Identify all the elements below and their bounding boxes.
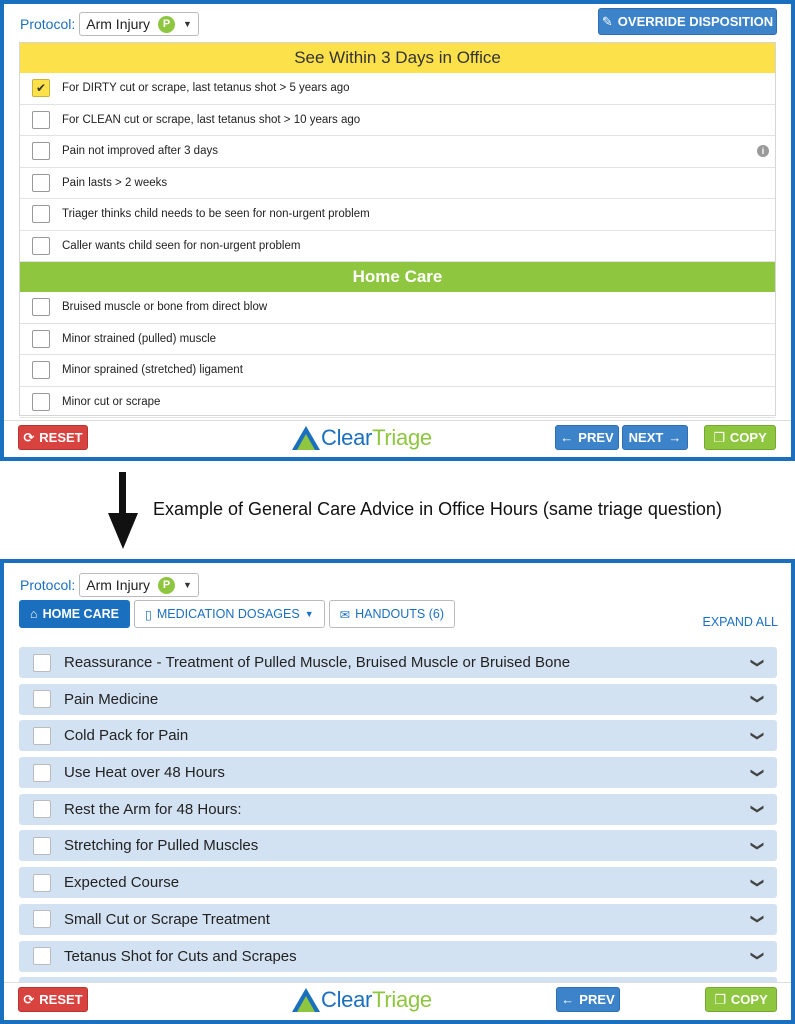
disposition-row[interactable] xyxy=(20,105,775,137)
arrow-right-icon: → xyxy=(668,430,682,445)
checkbox[interactable] xyxy=(32,205,50,223)
checkbox[interactable] xyxy=(33,764,51,782)
checkbox[interactable] xyxy=(32,330,50,348)
checkbox[interactable] xyxy=(33,690,51,708)
medicine-bottle-icon: ▯ xyxy=(144,607,152,622)
caption-text: Example of General Care Advice in Office Hours (same triage question) xyxy=(153,499,722,519)
home-icon: ⌂ xyxy=(30,607,38,621)
care-advice-item[interactable] xyxy=(19,867,777,898)
arrow-left-icon: ← xyxy=(560,430,574,445)
expand-all-link[interactable]: EXPAND ALL xyxy=(702,615,778,629)
disposition-row[interactable] xyxy=(20,355,775,387)
footer-divider xyxy=(4,420,791,421)
care-advice-item[interactable] xyxy=(19,904,777,935)
care-advice-label: Expected Course xyxy=(64,874,180,892)
disposition-row[interactable] xyxy=(20,73,775,105)
checkbox[interactable] xyxy=(33,727,51,745)
refresh-icon: ⟳ xyxy=(23,429,35,445)
refresh-icon: ⟳ xyxy=(23,991,35,1007)
disposition-label: Minor sprained (stretched) ligament xyxy=(62,364,243,377)
care-advice-item[interactable] xyxy=(19,647,777,678)
disposition-label: Minor cut or scrape xyxy=(62,395,161,408)
chevron-down-icon[interactable]: ❯ xyxy=(750,803,766,815)
arrow-down-icon xyxy=(119,472,126,516)
disposition-row[interactable] xyxy=(20,231,775,263)
reset-button[interactable]: ⟳ RESET xyxy=(18,425,88,450)
chevron-down-icon[interactable]: ❯ xyxy=(750,877,766,889)
disposition-row[interactable] xyxy=(20,387,775,419)
protocol-value: Arm Injury xyxy=(86,577,151,593)
checkbox[interactable] xyxy=(32,142,50,160)
protocol-select[interactable] xyxy=(79,12,199,36)
care-advice-label: Use Heat over 48 Hours xyxy=(64,764,225,782)
protocol-badge: P xyxy=(158,577,175,594)
care-advice-panel xyxy=(0,559,795,1024)
checkbox[interactable] xyxy=(32,237,50,255)
arrow-left-icon: ← xyxy=(561,992,575,1007)
protocol-select[interactable] xyxy=(79,573,199,597)
care-advice-list xyxy=(19,647,777,983)
disposition-row[interactable] xyxy=(20,324,775,356)
checkbox[interactable] xyxy=(33,947,51,965)
logo-text: ClearTriage xyxy=(321,987,432,1012)
protocol-row xyxy=(20,573,199,597)
protocol-row xyxy=(20,12,199,36)
next-button[interactable]: NEXT → xyxy=(622,425,688,450)
care-advice-item[interactable] xyxy=(19,720,777,751)
care-advice-item[interactable] xyxy=(19,830,777,861)
prev-button[interactable]: ← PREV xyxy=(556,987,620,1012)
care-advice-label: Stretching for Pulled Muscles xyxy=(64,837,259,855)
care-advice-label: Reassurance - Treatment of Pulled Muscle, Bruised Muscle or Bruised Bone xyxy=(64,654,571,671)
arrow-down-head xyxy=(108,513,138,549)
chevron-down-icon[interactable]: ❯ xyxy=(750,693,766,705)
protocol-label: Protocol: xyxy=(20,577,76,593)
disposition-row[interactable] xyxy=(20,199,775,231)
care-advice-item[interactable] xyxy=(19,757,777,788)
disposition-list xyxy=(19,42,776,416)
checkbox[interactable] xyxy=(33,654,51,672)
chevron-down-icon[interactable]: ❯ xyxy=(750,767,766,779)
checkbox[interactable] xyxy=(32,111,50,129)
override-disposition-button[interactable]: ✎ OVERRIDE DISPOSITION xyxy=(598,8,777,35)
cleartriage-logo-icon xyxy=(291,987,321,1013)
care-advice-item[interactable] xyxy=(19,684,777,715)
chevron-down-icon[interactable]: ❯ xyxy=(750,730,766,742)
logo-text: ClearTriage xyxy=(321,425,432,450)
checkbox[interactable] xyxy=(33,800,51,818)
transition-arrow-area xyxy=(0,461,795,559)
disposition-label: Caller wants child seen for non-urgent problem xyxy=(62,239,301,252)
care-advice-item[interactable] xyxy=(19,941,777,972)
envelope-icon: ✉ xyxy=(339,607,351,622)
disposition-label: Minor strained (pulled) muscle xyxy=(62,332,217,345)
disposition-label: Bruised muscle or bone from direct blow xyxy=(62,301,268,314)
care-advice-label: Rest the Arm for 48 Hours: xyxy=(64,800,242,818)
chevron-down-icon[interactable]: ❯ xyxy=(750,657,766,668)
disposition-label: Pain lasts > 2 weeks xyxy=(62,176,168,189)
chevron-down-icon[interactable]: ❯ xyxy=(750,840,766,852)
tab-handouts[interactable]: ✉ HANDOUTS (6) xyxy=(329,600,455,628)
pencil-icon: ✎ xyxy=(601,13,613,29)
care-advice-label: Cold Pack for Pain xyxy=(64,727,189,745)
disposition-label: For DIRTY cut or scrape, last tetanus shot > 5 years ago xyxy=(62,82,350,95)
section-heading: See Within 3 Days in Office xyxy=(20,43,775,73)
checkbox[interactable] xyxy=(32,79,50,97)
checkbox[interactable] xyxy=(33,910,51,928)
copy-button[interactable]: ❐ COPY xyxy=(704,425,776,450)
checkbox[interactable] xyxy=(33,874,51,892)
tab-medication-dosages[interactable]: ▯ MEDICATION DOSAGES ▼ xyxy=(134,600,325,628)
copy-icon: ❐ xyxy=(713,429,725,445)
checkbox[interactable] xyxy=(32,298,50,316)
disposition-label: For CLEAN cut or scrape, last tetanus shot > 10 years ago xyxy=(62,113,361,126)
chevron-down-icon: ▼ xyxy=(183,580,192,590)
care-tabs xyxy=(19,600,459,628)
reset-button[interactable]: ⟳ RESET xyxy=(18,987,88,1012)
protocol-label: Protocol: xyxy=(20,16,76,32)
care-advice-item[interactable] xyxy=(19,794,777,825)
info-icon[interactable]: i xyxy=(757,145,769,157)
disposition-row[interactable] xyxy=(20,136,775,168)
checkbox[interactable] xyxy=(32,174,50,192)
tab-home-care[interactable]: ⌂ HOME CARE xyxy=(19,600,130,628)
protocol-value: Arm Injury xyxy=(86,16,151,32)
copy-button[interactable]: ❐ COPY xyxy=(705,987,777,1012)
chevron-down-icon[interactable]: ❯ xyxy=(750,950,766,962)
disposition-label: Pain not improved after 3 days xyxy=(62,145,218,158)
cleartriage-logo xyxy=(291,425,432,451)
checkbox[interactable] xyxy=(32,361,50,379)
care-advice-label: Small Cut or Scrape Treatment xyxy=(64,910,270,928)
copy-icon: ❐ xyxy=(714,991,726,1007)
chevron-down-icon[interactable]: ❯ xyxy=(750,913,766,925)
disposition-label: Triager thinks child needs to be seen for non-urgent problem xyxy=(62,208,370,221)
prev-button[interactable]: ← PREV xyxy=(555,425,619,450)
care-advice-label: Tetanus Shot for Cuts and Scrapes xyxy=(64,947,297,965)
disposition-row[interactable] xyxy=(20,292,775,324)
cleartriage-logo xyxy=(291,987,432,1013)
care-advice-label: Pain Medicine xyxy=(64,690,159,708)
chevron-down-icon: ▼ xyxy=(304,609,314,619)
chevron-down-icon: ▼ xyxy=(183,19,192,29)
cleartriage-logo-icon xyxy=(291,425,321,451)
disposition-row[interactable] xyxy=(20,168,775,200)
footer-divider xyxy=(4,982,791,983)
checkbox[interactable] xyxy=(33,837,51,855)
checkbox[interactable] xyxy=(32,393,50,411)
protocol-badge: P xyxy=(158,16,175,33)
disposition-panel xyxy=(0,0,795,461)
section-heading: Home Care xyxy=(20,262,775,292)
